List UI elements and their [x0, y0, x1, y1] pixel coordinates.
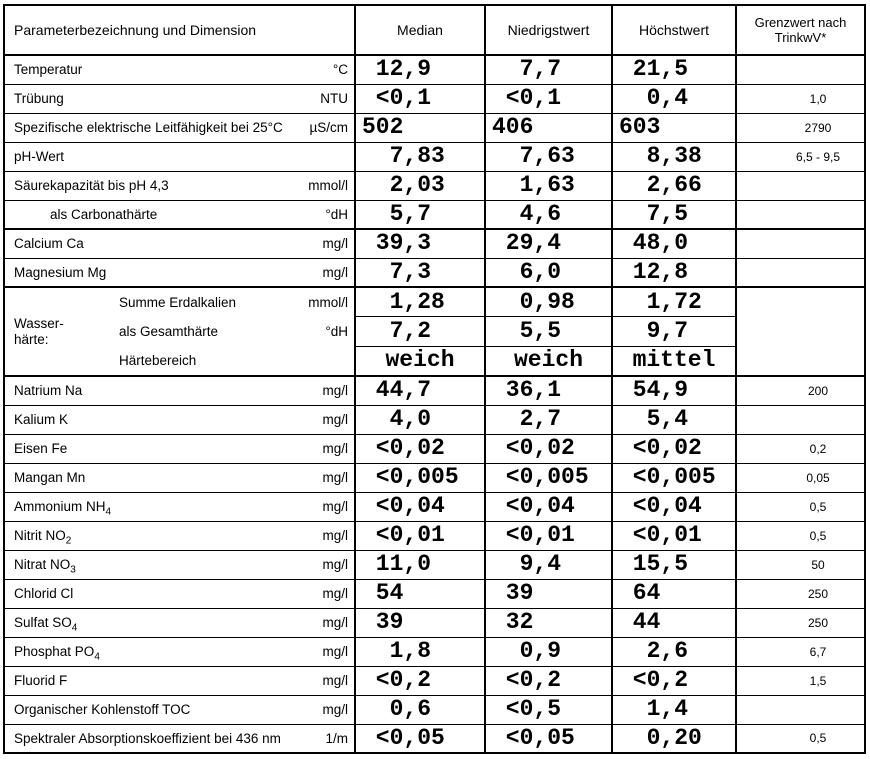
hardness-subrow: [5, 346, 354, 375]
limit-cell: 0,5: [736, 724, 865, 753]
limit-cell: [736, 405, 865, 434]
parameter-label: Phosphat $PO_4$: [14, 644, 100, 663]
param-cell: [4, 434, 355, 463]
parameter-label: Fluorid F: [14, 673, 68, 688]
table-row: [4, 405, 865, 434]
param-flex: [5, 207, 354, 222]
limit-cell: 250: [736, 608, 865, 637]
param-cell: [4, 521, 355, 550]
max-cell: 1,72: [612, 287, 736, 317]
param-cell: [4, 376, 355, 405]
max-cell: 7,5: [612, 200, 736, 229]
limit-cell: 0,5: [736, 492, 865, 521]
median-cell: <0,01: [355, 521, 485, 550]
param-flex: [5, 236, 354, 251]
min-cell: <0,02: [485, 434, 612, 463]
param-cell: [4, 113, 355, 142]
param-flex: [5, 673, 354, 688]
unit-label: °dH: [325, 324, 348, 339]
param-flex: [5, 644, 354, 663]
hardness-side-label-line: härte:: [14, 331, 49, 347]
min-cell: <0,005: [485, 463, 612, 492]
table-row: [4, 521, 865, 550]
param-cell: [4, 463, 355, 492]
param-flex: [5, 702, 354, 717]
median-cell: weich: [355, 346, 485, 376]
median-cell: 7,2: [355, 317, 485, 347]
median-cell: <0,1: [355, 84, 485, 113]
limit-cell: 50: [736, 550, 865, 579]
median-cell: 4,0: [355, 405, 485, 434]
unit-label: NTU: [320, 91, 348, 106]
max-cell: 64: [612, 579, 736, 608]
water-analysis-table: [3, 4, 866, 754]
column-header-limit: Grenzwert nach TrinkwV*: [736, 5, 865, 55]
max-cell: <0,04: [612, 492, 736, 521]
param-cell: [4, 695, 355, 724]
unit-label: mg/l: [322, 615, 348, 630]
max-cell: 8,38: [612, 142, 736, 171]
param-cell: [4, 229, 355, 258]
parameter-label: Temperatur: [14, 62, 83, 78]
table-row: [4, 666, 865, 695]
hardness-side-label: [14, 316, 64, 348]
param-flex: [5, 470, 354, 485]
median-cell: 12,9: [355, 55, 485, 84]
limit-cell: [736, 229, 865, 258]
parameter-label: Chlorid Cl: [14, 586, 74, 601]
median-cell: 7,3: [355, 258, 485, 287]
median-cell: 39: [355, 608, 485, 637]
parameter-label: als Carbonathärte: [50, 206, 158, 222]
median-cell: <0,04: [355, 492, 485, 521]
table-row: [4, 463, 865, 492]
median-cell: 54: [355, 579, 485, 608]
table-row: [4, 637, 865, 666]
column-header-parameter: Parameterbezeichnung und Dimension: [4, 5, 355, 55]
param-flex: [5, 528, 354, 547]
limit-cell: [736, 55, 865, 84]
unit-label: mg/l: [322, 470, 348, 485]
median-cell: 1,28: [355, 287, 485, 317]
min-cell: 36,1: [485, 376, 612, 405]
unit-label: °dH: [325, 206, 348, 222]
table-row: [4, 113, 865, 142]
min-cell: <0,2: [485, 666, 612, 695]
parameter-label: Nitrit $NO_2$: [14, 528, 72, 547]
parameter-label: Mangan Mn: [14, 470, 86, 485]
max-cell: 0,4: [612, 84, 736, 113]
min-cell: <0,1: [485, 84, 612, 113]
param-flex: [5, 441, 354, 456]
limit-cell: [736, 695, 865, 724]
max-cell: 15,5: [612, 550, 736, 579]
unit-label: mmol/l: [308, 178, 348, 193]
unit-label: mg/l: [322, 441, 348, 456]
median-cell: <0,02: [355, 434, 485, 463]
param-cell: [4, 171, 355, 200]
max-cell: <0,02: [612, 434, 736, 463]
parameter-label: Calcium Ca: [14, 236, 84, 252]
max-cell: <0,005: [612, 463, 736, 492]
table-row: [4, 550, 865, 579]
param-cell: [4, 637, 355, 666]
min-cell: <0,01: [485, 521, 612, 550]
median-cell: 502: [355, 113, 485, 142]
parameter-label: Trübung: [14, 91, 64, 106]
min-cell: 2,7: [485, 405, 612, 434]
param-cell: [4, 258, 355, 287]
hardness-group-cell: [4, 287, 355, 376]
min-cell: 4,6: [485, 200, 612, 229]
median-cell: 5,7: [355, 200, 485, 229]
max-cell: 9,7: [612, 317, 736, 347]
min-cell: 7,7: [485, 55, 612, 84]
min-cell: 5,5: [485, 317, 612, 347]
limit-cell: 2790: [736, 113, 865, 142]
min-cell: 6,0: [485, 258, 612, 287]
hardness-side-label-line: Wasser-: [14, 315, 64, 331]
median-cell: 39,3: [355, 229, 485, 258]
param-flex: [5, 265, 354, 280]
limit-cell: 6,5 - 9,5: [736, 142, 865, 171]
min-cell: 39: [485, 579, 612, 608]
column-header-max: Höchstwert: [612, 5, 736, 55]
unit-label: mg/l: [322, 702, 348, 717]
max-cell: 5,4: [612, 405, 736, 434]
median-cell: <0,005: [355, 463, 485, 492]
param-cell: [4, 550, 355, 579]
max-cell: 2,66: [612, 171, 736, 200]
param-cell: [4, 608, 355, 637]
param-cell: [4, 666, 355, 695]
max-cell: 12,8: [612, 258, 736, 287]
limit-cell: 250: [736, 579, 865, 608]
unit-label: 1/m: [325, 730, 348, 746]
median-cell: 11,0: [355, 550, 485, 579]
min-cell: 7,63: [485, 142, 612, 171]
param-flex: [5, 557, 354, 576]
param-cell: [4, 200, 355, 229]
median-cell: 0,6: [355, 695, 485, 724]
table-row: [4, 171, 865, 200]
param-flex: [5, 499, 354, 518]
parameter-label: Magnesium Mg: [14, 264, 107, 280]
parameter-label: Kalium K: [14, 412, 69, 427]
parameter-label: Summe Erdalkalien: [119, 295, 237, 310]
unit-label: mg/l: [322, 236, 348, 252]
table-row: [4, 142, 865, 171]
median-cell: <0,2: [355, 666, 485, 695]
limit-cell: 0,5: [736, 521, 865, 550]
param-flex: [5, 412, 354, 427]
parameter-label: pH-Wert: [14, 149, 65, 164]
table-row: [4, 492, 865, 521]
param-cell: [4, 579, 355, 608]
param-cell: [4, 142, 355, 171]
param-flex: [5, 120, 354, 135]
parameter-label: Sulfat $SO_4$: [14, 615, 78, 634]
parameter-label: Säurekapazität bis pH 4,3: [14, 178, 169, 193]
max-cell: 0,20: [612, 724, 736, 753]
param-flex: [5, 615, 354, 634]
max-cell: 2,6: [612, 637, 736, 666]
column-header-median: Median: [355, 5, 485, 55]
unit-label: mg/l: [322, 673, 348, 688]
param-cell: [4, 84, 355, 113]
max-cell: 54,9: [612, 376, 736, 405]
limit-cell: [736, 287, 865, 376]
max-cell: <0,2: [612, 666, 736, 695]
limit-cell: 1,0: [736, 84, 865, 113]
max-cell: <0,01: [612, 521, 736, 550]
parameter-label: Ammonium $NH_4$: [14, 499, 112, 518]
min-cell: weich: [485, 346, 612, 376]
max-cell: 48,0: [612, 229, 736, 258]
parameter-label: Spektraler Absorptionskoeffizient bei 436 nm: [14, 730, 281, 746]
limit-cell: 0,2: [736, 434, 865, 463]
table-row: [4, 608, 865, 637]
median-cell: <0,05: [355, 724, 485, 753]
min-cell: 32: [485, 608, 612, 637]
column-header-min: Niedrigstwert: [485, 5, 612, 55]
table-row: [4, 55, 865, 84]
limit-cell: [736, 200, 865, 229]
min-cell: <0,5: [485, 695, 612, 724]
table-row: [4, 724, 865, 753]
unit-label: mg/l: [322, 383, 348, 399]
unit-label: mg/l: [322, 412, 348, 427]
parameter-label: Nitrat $NO_3$: [14, 557, 76, 576]
param-flex: [5, 149, 354, 164]
limit-cell: 6,7: [736, 637, 865, 666]
table-row: [4, 376, 865, 405]
max-cell: 603: [612, 113, 736, 142]
param-cell: [4, 492, 355, 521]
param-cell: [4, 405, 355, 434]
table-row: [4, 287, 865, 317]
parameter-label: Natrium Na: [14, 383, 83, 399]
min-cell: 406: [485, 113, 612, 142]
unit-label: mg/l: [322, 557, 348, 572]
limit-cell: 200: [736, 376, 865, 405]
unit-label: mg/l: [322, 264, 348, 280]
table-row: [4, 434, 865, 463]
unit-label: µS/cm: [309, 120, 348, 135]
hardness-subrow: [5, 288, 354, 317]
param-flex: [5, 586, 354, 601]
parameter-label: Eisen Fe: [14, 441, 68, 456]
min-cell: <0,05: [485, 724, 612, 753]
parameter-label: als Gesamthärte: [119, 324, 219, 339]
param-flex: [5, 178, 354, 193]
table-row: [4, 229, 865, 258]
min-cell: 0,9: [485, 637, 612, 666]
unit-label: mg/l: [322, 528, 348, 543]
table-body: [4, 55, 865, 753]
limit-cell: [736, 258, 865, 287]
parameter-label: Organischer Kohlenstoff TOC: [14, 702, 191, 717]
param-flex: [5, 62, 354, 77]
unit-label: mg/l: [322, 499, 348, 514]
unit-label: mg/l: [322, 586, 348, 601]
median-cell: 2,03: [355, 171, 485, 200]
max-cell: 44: [612, 608, 736, 637]
median-cell: 1,8: [355, 637, 485, 666]
limit-cell: 1,5: [736, 666, 865, 695]
min-cell: <0,04: [485, 492, 612, 521]
min-cell: 1,63: [485, 171, 612, 200]
max-cell: mittel: [612, 346, 736, 376]
limit-cell: [736, 171, 865, 200]
min-cell: 29,4: [485, 229, 612, 258]
parameter-label: Härtebereich: [119, 353, 197, 368]
median-cell: 44,7: [355, 376, 485, 405]
table-row: [4, 200, 865, 229]
unit-label: mmol/l: [308, 295, 348, 310]
param-flex: [5, 383, 354, 398]
param-cell: [4, 55, 355, 84]
table-row: [4, 84, 865, 113]
table-row: [4, 258, 865, 287]
max-cell: 1,4: [612, 695, 736, 724]
unit-label: mg/l: [322, 644, 348, 659]
limit-cell: 0,05: [736, 463, 865, 492]
min-cell: 9,4: [485, 550, 612, 579]
param-cell: [4, 724, 355, 753]
table-row: [4, 579, 865, 608]
table-row: [4, 695, 865, 724]
max-cell: 21,5: [612, 55, 736, 84]
min-cell: 0,98: [485, 287, 612, 317]
param-flex: [5, 731, 354, 746]
header-row: [4, 5, 865, 55]
param-flex: [5, 91, 354, 106]
parameter-label: Spezifische elektrische Leitfähigkeit bei 25°C: [14, 120, 283, 135]
unit-label: °C: [332, 62, 348, 78]
median-cell: 7,83: [355, 142, 485, 171]
